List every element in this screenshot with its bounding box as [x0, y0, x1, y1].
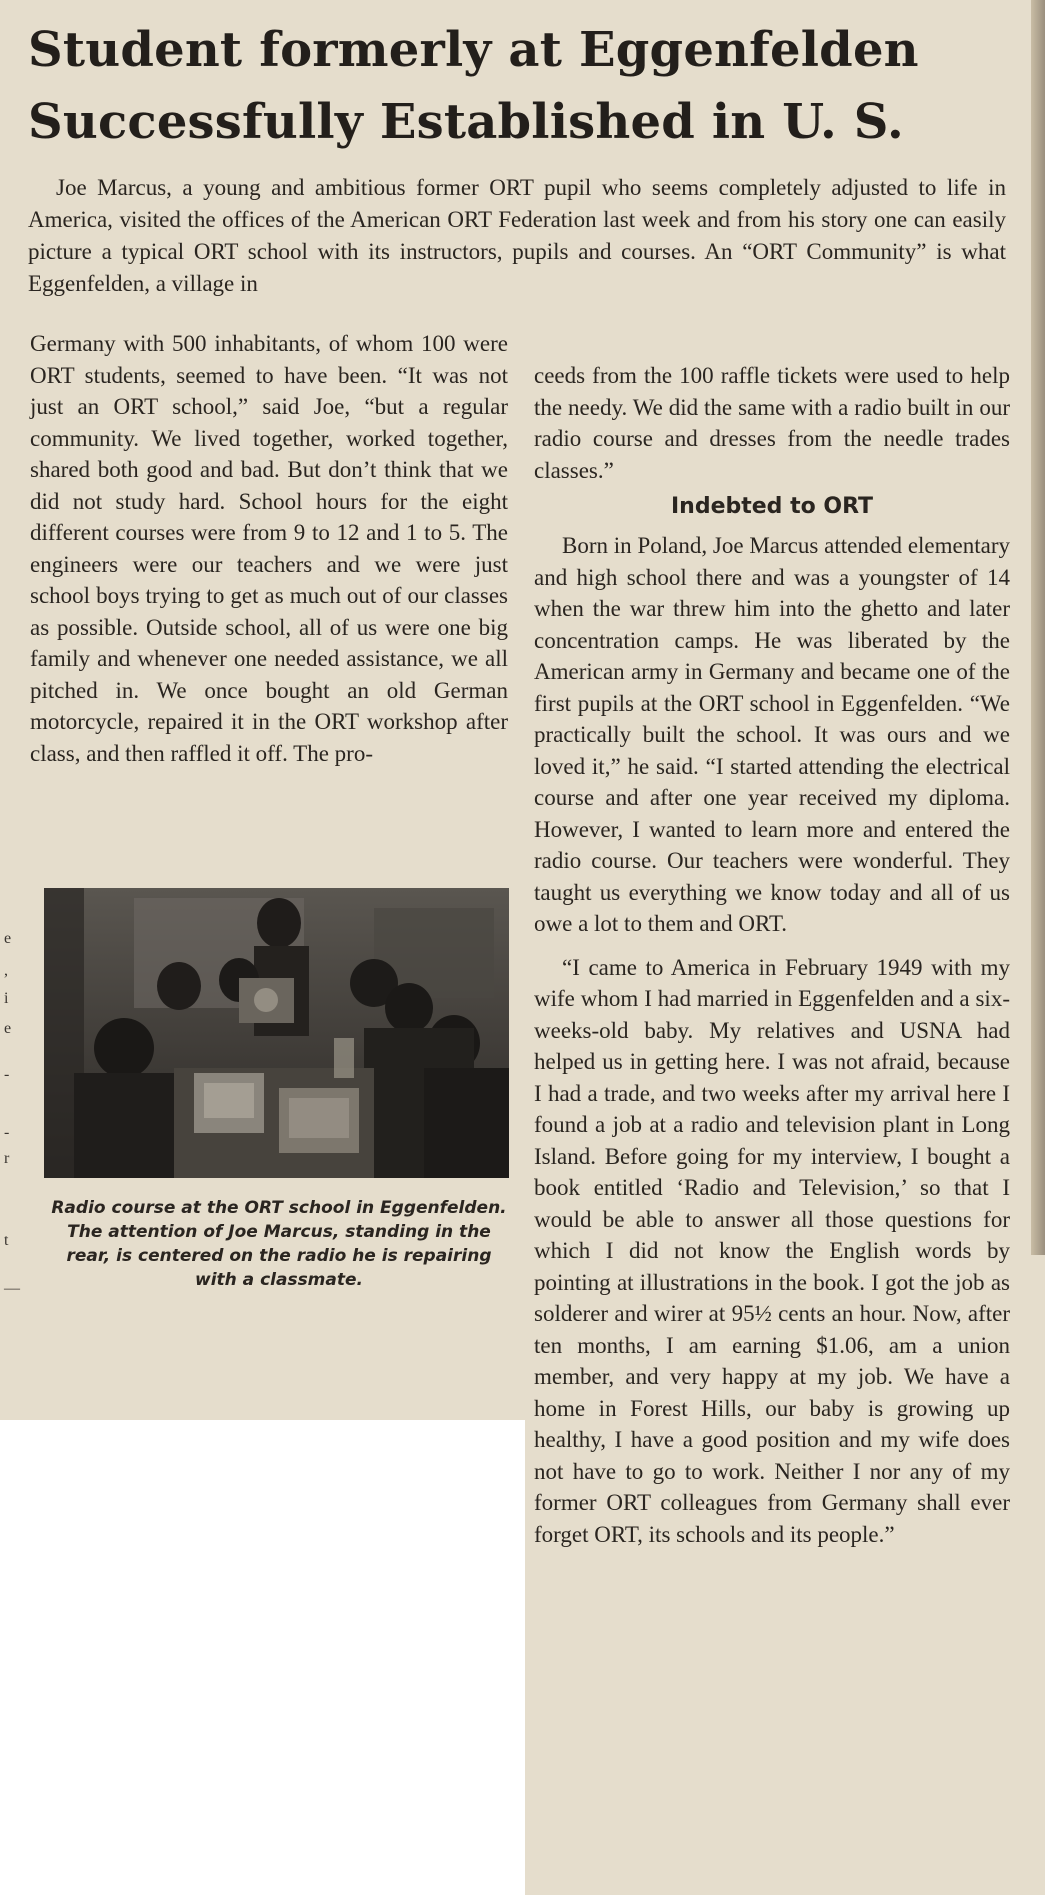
margin-mark: e	[4, 930, 12, 947]
left-column-text: Germany with 500 inhabitants, of whom 100 were ORT students, seemed to have been. “It was not just an ORT school,” said Joe, “but a regular community. We lived together, worked together, shared both good and bad. But don’t think that we did not study hard. School hours for the eight different courses were from 9 to 12 and 1 to 5. The engineers were our teachers and we were just school boys trying to get as much out of our classes as possible. Outside school, all of us were one big family and whenever one needed assistance, we all pitched in. We once bought an old German motorcycle, repaired it in the ORT workshop after class, and then raffled it off. The pro-	[30, 331, 508, 766]
margin-mark: —	[4, 1280, 20, 1297]
page-edge-shadow	[1031, 0, 1045, 1420]
margin-mark: r	[4, 1150, 10, 1167]
headline-line-2: Successfully Established in U. S.	[28, 94, 904, 150]
right-column-paragraph-3: “I came to America in February 1949 with my wife whom I had married in Eggenfelden and a six-weeks-old baby. My relatives and USNA had helped us in getting here. I was not afraid, because I had a trade, and two weeks after my arrival here I found a job at a radio and television plant in Long Island. Before going for my interview, I bought a book entitled ‘Radio and Television,’ so that I would be able to answer all those questions for which I did not know the English words by pointing at illustrations in the book. I got the job as solderer and wirer at 95½ cents an hour. Now, after ten months, I am earning $1.06, am a union member, and very happy at my job. We have a home in Forest Hills, our baby is growing up healthy, I have a good position and my wife does not have to go to work. Neither I nor any of my former ORT colleagues from Germany shall ever forget ORT, its schools and its people.”	[534, 954, 1010, 1547]
margin-marks	[4, 880, 20, 1300]
margin-mark: i	[4, 990, 9, 1007]
photo-illustration	[44, 888, 509, 1178]
right-column-paragraph-2: Born in Poland, Joe Marcus attended elementary and high school there and was a youngster of 14 when the war threw him into the ghetto and later concentration camps. He was liberated by the American army in Germany and became one of the first pupils at the ORT school in Eggenfelden. “We practically built the school. It was ours and we loved it,” he said. “I started attending the electrical course and after one year received my diploma. However, I wanted to learn more and entered the radio course. Our teachers were wonderful. They taught us everything we know today and all of us owe a lot to them and ORT.	[534, 533, 1010, 936]
left-column	[30, 328, 508, 769]
margin-mark: e	[4, 1020, 12, 1037]
photograph-icon	[44, 888, 509, 1178]
right-column	[534, 360, 1010, 1550]
photo-caption: Radio course at the ORT school in Eggenfelden. The attention of Joe Marcus, standing in the rear, is centered on the radio he is repairing with a classmate.	[51, 1198, 507, 1290]
subheading: Indebted to ORT	[670, 494, 874, 519]
headline-line-1: Student formerly at Eggenfelden	[28, 22, 919, 78]
margin-mark: ,	[4, 962, 8, 979]
lead-paragraph: Joe Marcus, a young and ambitious former ORT pupil who seems completely adjusted to life in America, visited the offices of the American ORT Federation last week and from his story one can easily picture a typical ORT school with its instructors, pupils and courses. An “ORT Community” is what Eggenfelden, a village in	[28, 175, 1006, 296]
margin-mark: -	[4, 1066, 10, 1083]
headline	[28, 14, 1008, 158]
margin-mark: -	[4, 1124, 10, 1141]
right-column-continuation: ceeds from the 100 raffle tickets were used to help the needy. We did the same with a radio built in our radio course and dresses from the needle trades classes.”	[534, 363, 1010, 483]
margin-mark: t	[4, 1232, 9, 1249]
